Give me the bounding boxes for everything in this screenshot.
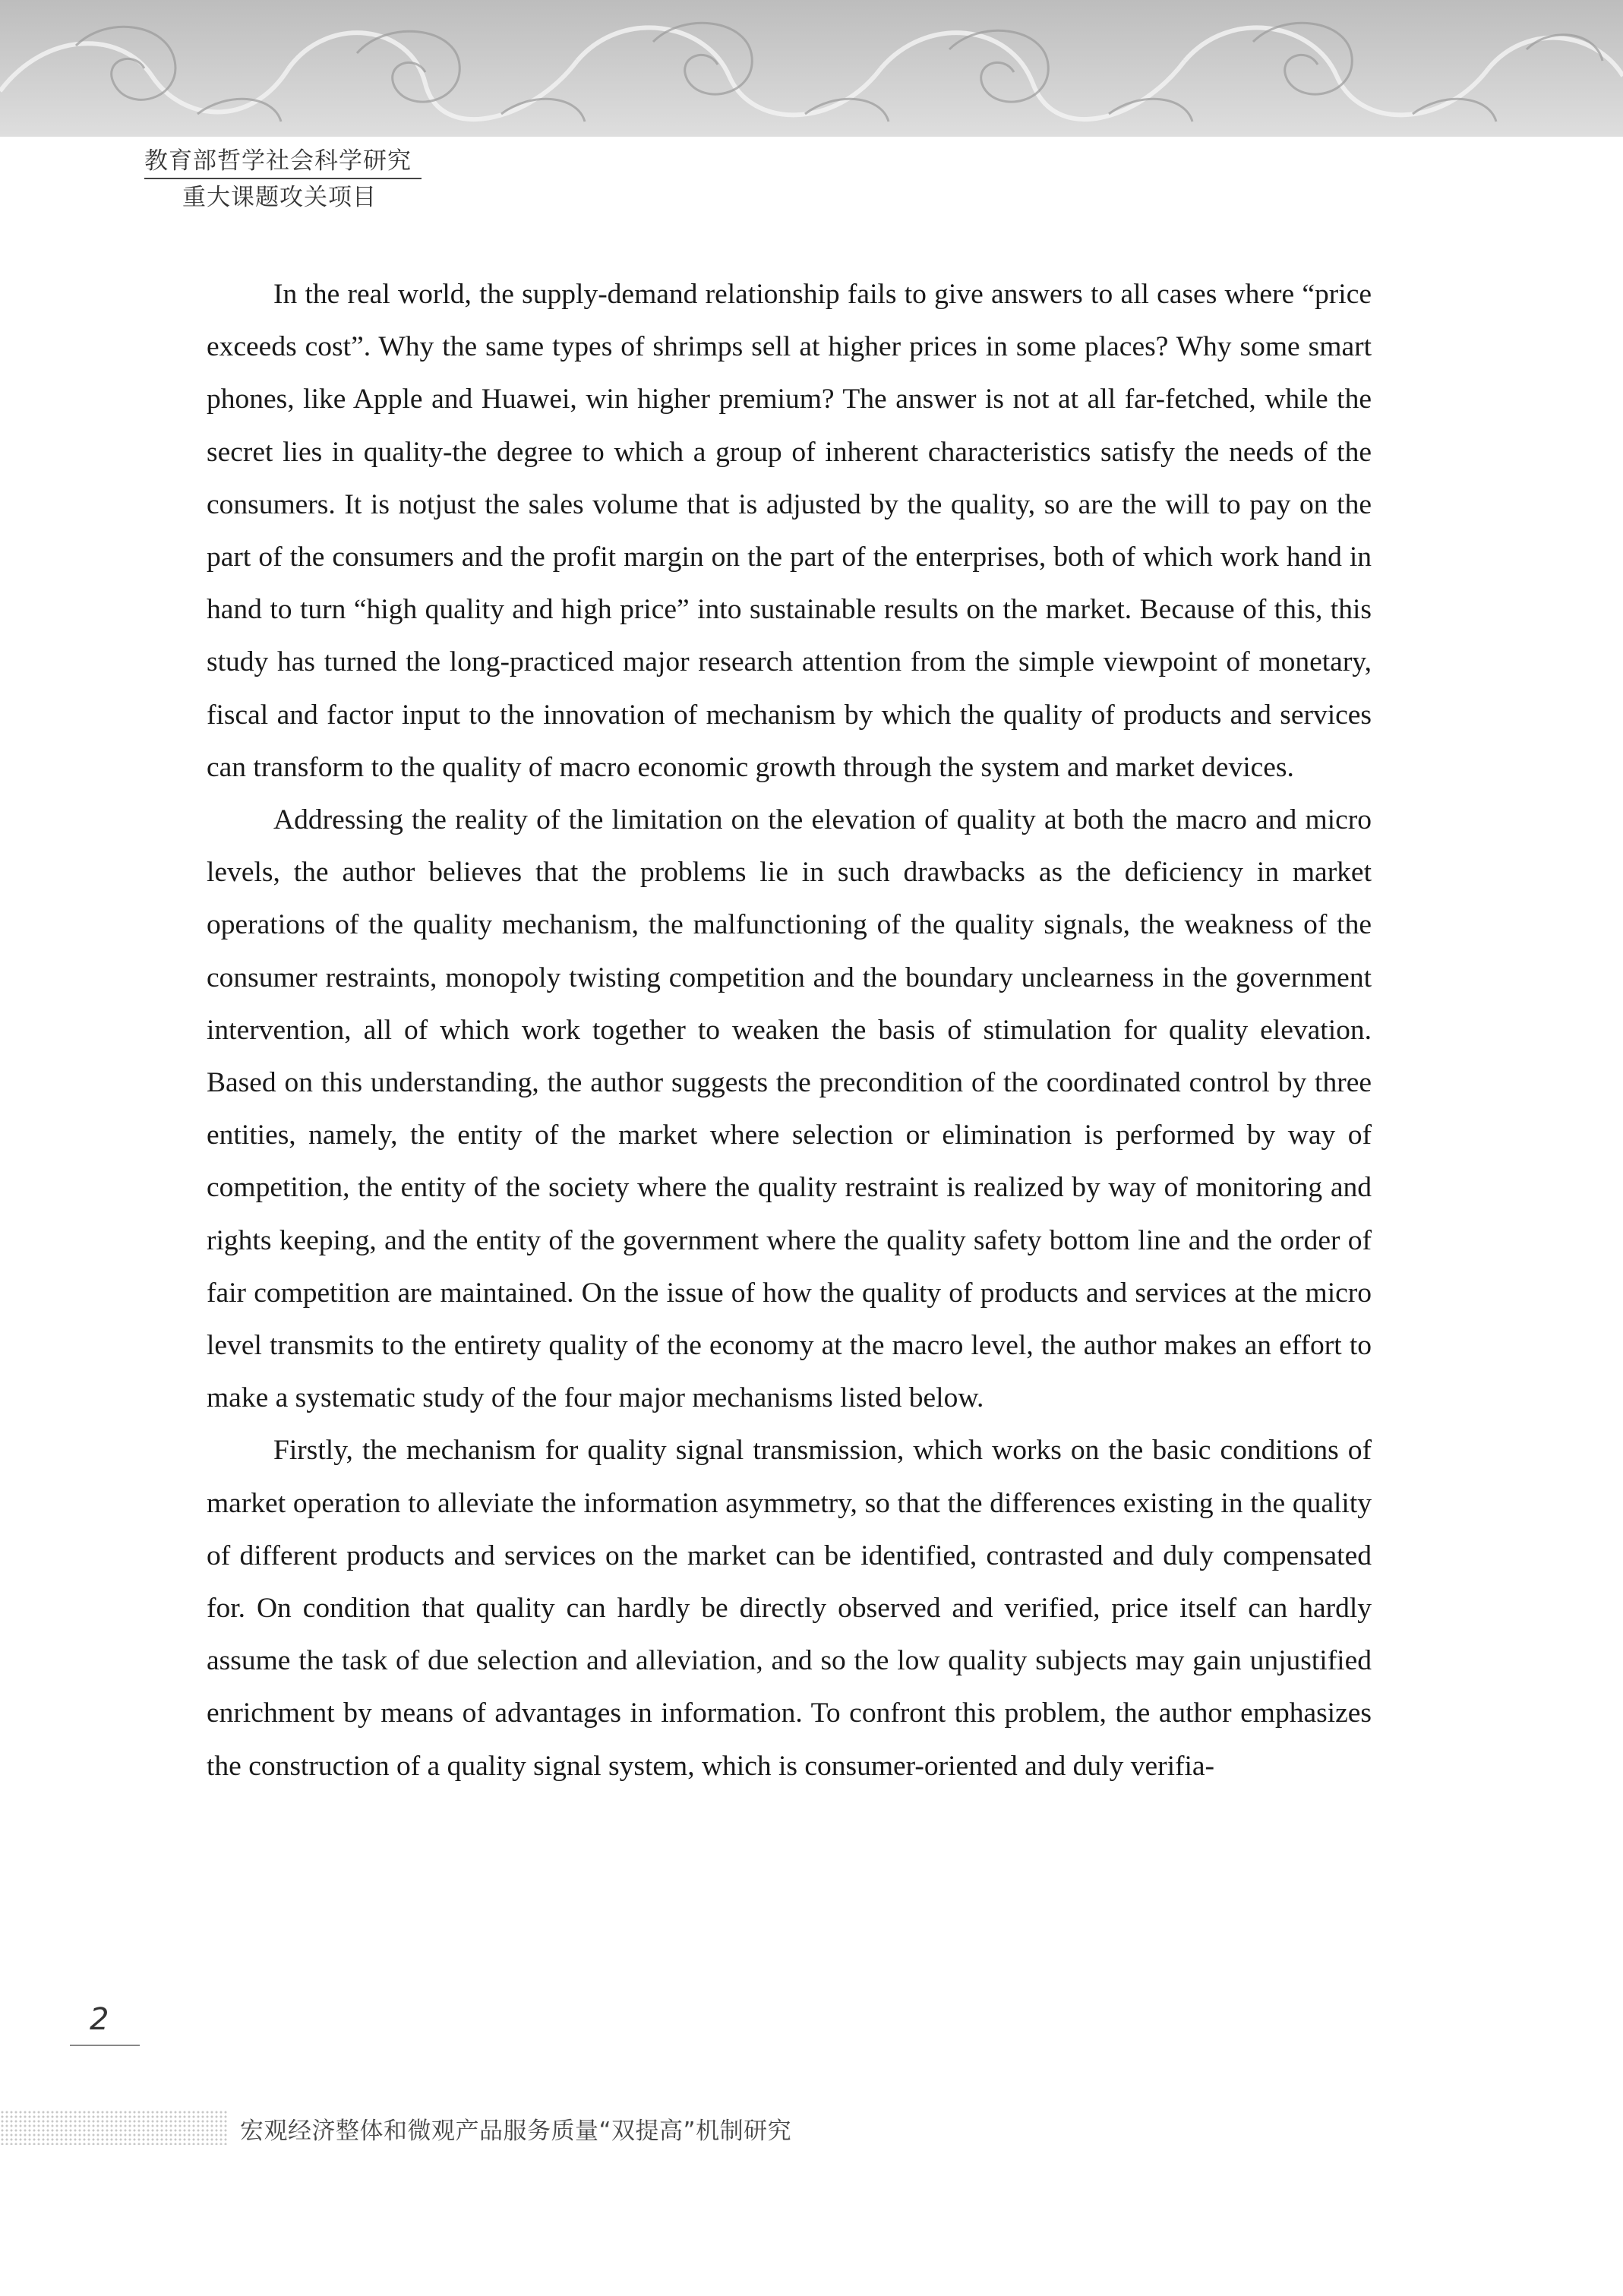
header-rule [144, 178, 422, 179]
footer-dot-pattern [0, 2110, 228, 2145]
series-header [144, 146, 422, 213]
series-title-line1: 教育部哲学社会科学研究 [144, 147, 412, 175]
footer-book-title: 宏观经济整体和微观产品服务质量“双提高”机制研究 [240, 2118, 792, 2145]
paragraph-2: Addressing the reality of the limitation on the elevation of quality at both the macro and micro levels, the author believes that the problems lie in such drawbacks as the deficiency in market operations of the quality mechanism, the malfunctioning of the quality signals, the weakness of the consumer restraints, monopoly twisting competition and the boundary unclearness in the government intervention, all of which work together to weaken the basis of stimulation for quality elevation. Based on this understanding, the author suggests the precondition of the coordinated control by three entities, namely, the entity of the market where selection or elimination is performed by way of competition, the entity of the society where the quality restraint is realized by way of monitoring and rights keeping, and the entity of the government where the quality safety bottom line and the order of fair competition are maintained. On the issue of how the quality of products and services at the micro level transmits to the entirety quality of the economy at the macro level, the author makes an effort to make a systematic study of the four major mechanisms listed below. [207, 804, 1372, 1414]
decorative-cloud-banner [0, 0, 1623, 137]
series-title-line2: 重大课题攻关项目 [182, 184, 377, 211]
body-text [207, 268, 1372, 1792]
page-number: 2 [90, 2002, 109, 2037]
paragraph-1: In the real world, the supply-demand relationship fails to give answers to all cases where “price exceeds cost”. Why the same types of shrimps sell at higher prices in some places? Why some smart phones, like Apple and Huawei, win higher premium? The answer is not at all far-fetched, while the secret lies in quality-the degree to which a group of inherent characteristics satisfy the needs of the consumers. It is notjust the sales volume that is adjusted by the quality, so are the will to pay on the part of the consumers and the profit margin on the part of the enterprises, both of which work hand in hand to turn “high quality and high price” into sustainable results on the market. Because of this, this study has turned the long-practiced major research attention from the simple viewpoint of monetary, fiscal and factor input to the innovation of mechanism by which the quality of products and services can transform to the quality of macro economic growth through the system and market devices. [207, 279, 1372, 783]
paragraph-3: Firstly, the mechanism for quality signal transmission, which works on the basic conditions of market operation to alleviate the information asymmetry, so that the differences existing in the quality of different products and services on the market can be identified, contrasted and duly compensated for. On condition that quality can hardly be directly observed and verified, price itself can hardly assume the task of due selection and alleviation, and so the low quality subjects may gain unjustified enrichment by means of advantages in information. To confront this problem, the author emphasizes the construction of a quality signal system, which is consumer-oriented and duly verifia- [207, 1435, 1372, 1782]
page-number-rule [70, 2045, 140, 2046]
